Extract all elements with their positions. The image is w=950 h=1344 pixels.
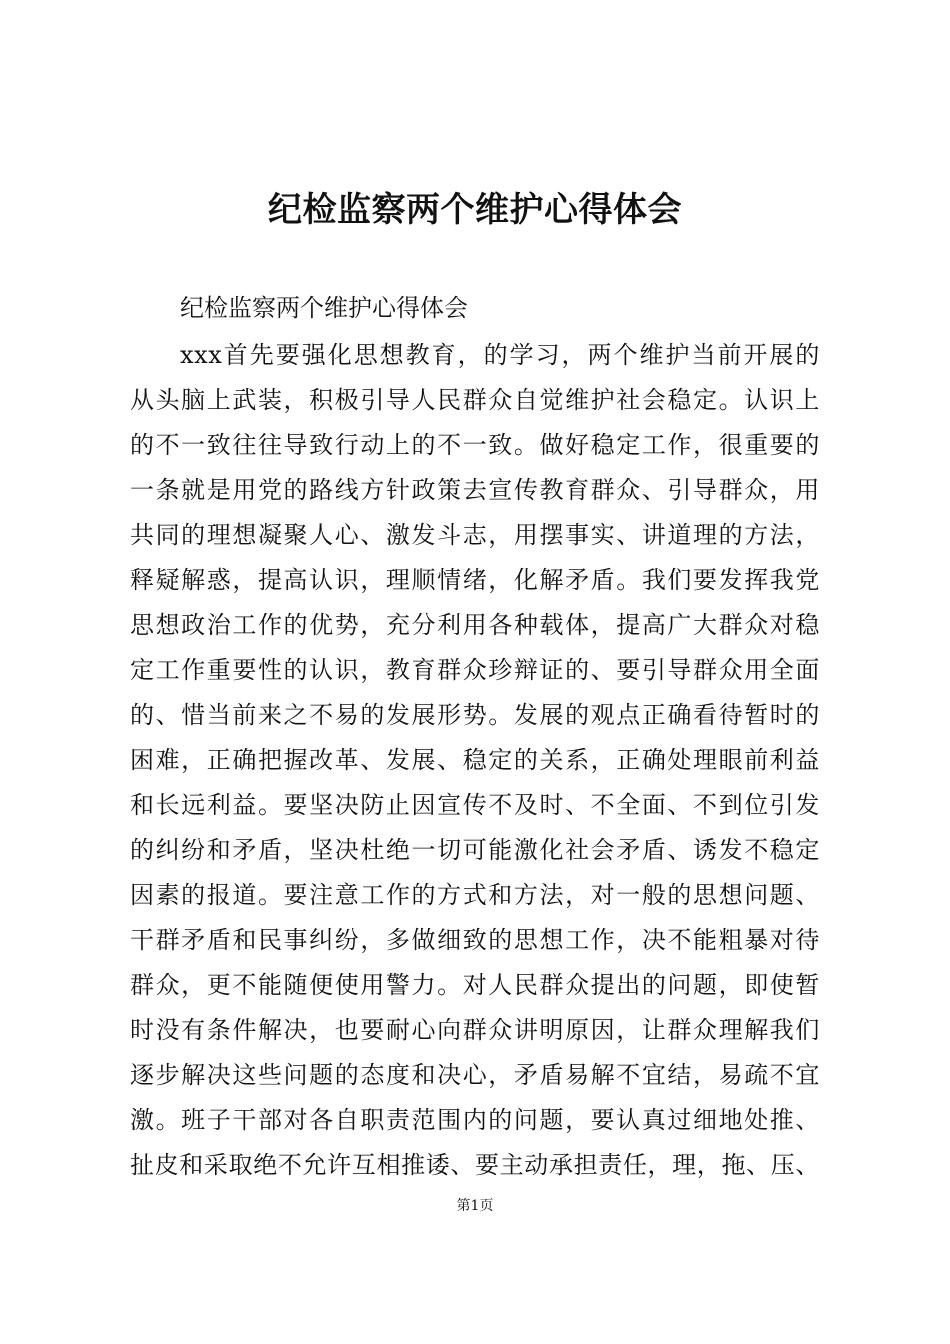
body-line: 群众，更不能随便使用警力。对人民群众提出的问题，即使暂 bbox=[130, 971, 820, 999]
body-line: 思想政治工作的优势，充分利用各种载体，提高广大群众对稳 bbox=[130, 611, 820, 639]
body-line: 释疑解惑，提高认识，理顺情绪，化解矛盾。我们要发挥我党 bbox=[130, 566, 820, 594]
body-line: 的、惜当前来之不易的发展形势。发展的观点正确看待暂时的 bbox=[130, 701, 820, 729]
page-number: 第1页 bbox=[456, 1198, 494, 1214]
body-line: 的不一致往往导致行动上的不一致。做好稳定工作，很重要的 bbox=[130, 431, 820, 459]
body-line: 因素的报道。要注意工作的方式和方法，对一般的思想问题、 bbox=[130, 881, 820, 909]
body-line: 共同的理想凝聚人心、激发斗志，用摆事实、讲道理的方法， bbox=[130, 521, 820, 549]
body-line: 困难，正确把握改革、发展、稳定的关系，正确处理眼前利益 bbox=[130, 746, 820, 774]
body-line: 逐步解决这些问题的态度和决心，矛盾易解不宜结，易疏不宜 bbox=[130, 1061, 820, 1089]
body-line: 和长远利益。要坚决防止因宣传不及时、不全面、不到位引发 bbox=[130, 791, 820, 819]
document-subtitle: 纪检监察两个维护心得体会 bbox=[180, 294, 468, 322]
document-title: 纪检监察两个维护心得体会 bbox=[268, 190, 682, 230]
body-line: 时没有条件解决，也要耐心向群众讲明原因，让群众理解我们 bbox=[130, 1016, 820, 1044]
body-line: 一条就是用党的路线方针政策去宣传教育群众、引导群众，用 bbox=[130, 476, 820, 504]
body-paragraph bbox=[130, 333, 820, 1188]
body-line: 干群矛盾和民事纠纷，多做细致的思想工作，决不能粗暴对待 bbox=[130, 926, 820, 954]
body-line: 定工作重要性的认识，教育群众珍辩证的、要引导群众用全面 bbox=[130, 656, 820, 684]
body-line: 从头脑上武装，积极引导人民群众自觉维护社会稳定。认识上 bbox=[130, 386, 820, 414]
body-line: 的纠纷和矛盾，坚决杜绝一切可能激化社会矛盾、诱发不稳定 bbox=[130, 836, 820, 864]
body-line: 扯皮和采取绝不允许互相推诿、要主动承担责任，理，拖、压、 bbox=[130, 1151, 820, 1179]
body-line: 激。班子干部对各自职责范围内的问题，要认真过细地处推、 bbox=[130, 1106, 820, 1134]
body-line: xxx首先要强化思想教育，的学习，两个维护当前开展的 bbox=[180, 341, 820, 369]
